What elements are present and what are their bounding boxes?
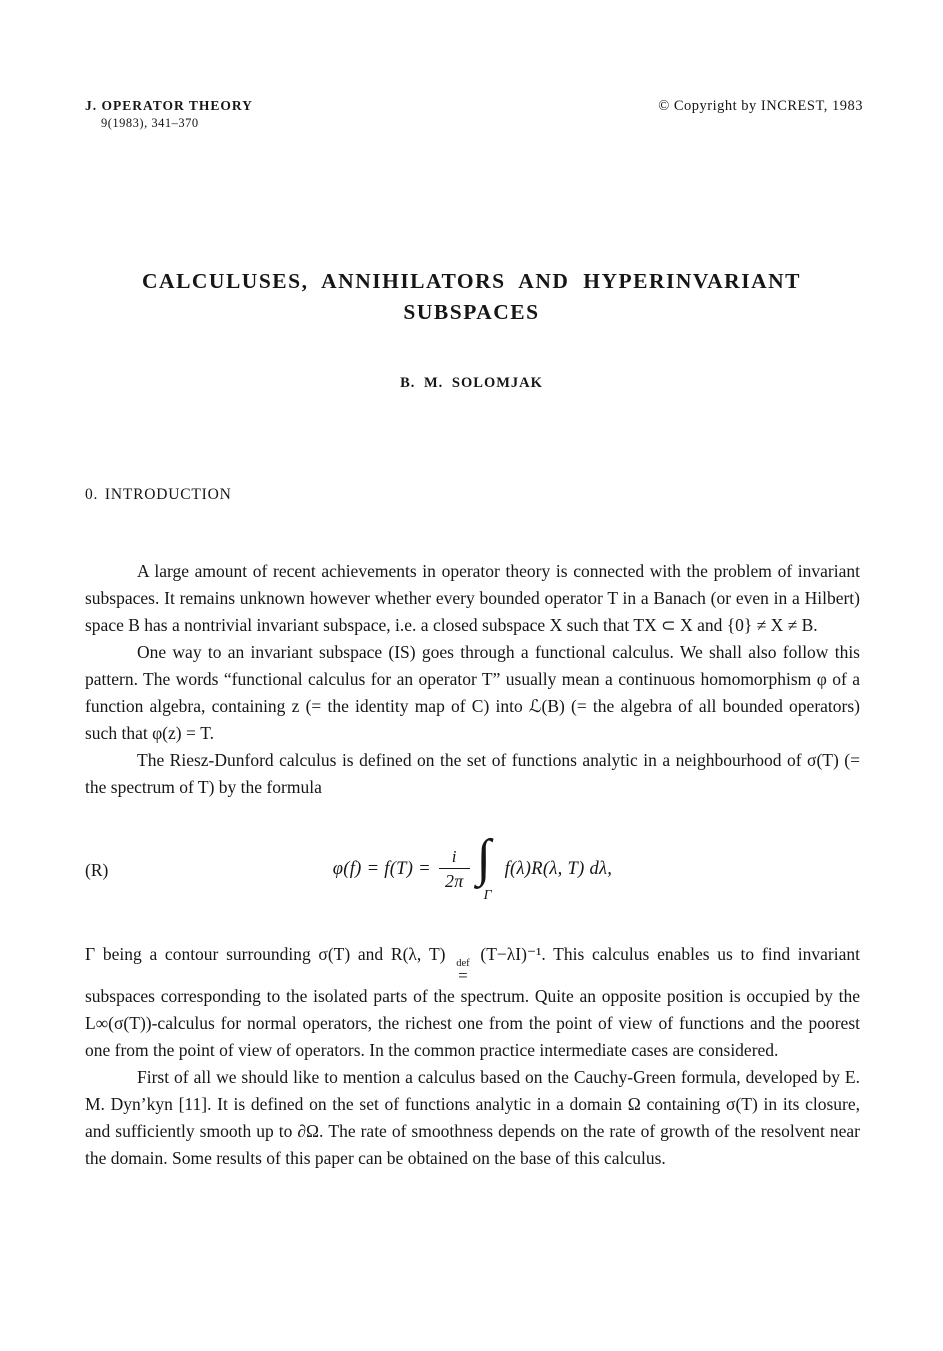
def-label: def [456, 958, 470, 969]
formula-body [332, 830, 613, 903]
copyright-notice: © Copyright by INCREST, 1983 [658, 98, 863, 114]
paragraph-4-text-after: (T−λI)⁻¹. This calculus enables us to find invariant subspaces corresponding to the isolated parts of the spectrum. Quite an opposite position is occupied by the L∞(σ(T))-calculus for normal operators, the richest one from the point of view of functions and the poorest one from the point of view of operators. In the common practice intermediate cases are considered. [85, 944, 860, 1060]
author-name: B. M. SOLOMJAK [400, 375, 543, 391]
intro-paragraph-4 [85, 941, 860, 1064]
paragraph-4-text-before: Γ being a contour surrounding σ(T) and R(λ, T) [85, 944, 454, 964]
equals-sign: = [458, 966, 468, 985]
fraction-denominator: 2π [439, 868, 470, 890]
journal-issue: 9(1983), 341–370 [101, 116, 199, 130]
body-column [85, 481, 860, 1172]
paper-title-line-2: SUBSPACES [403, 300, 540, 324]
def-equals [456, 959, 469, 983]
title-block [0, 266, 943, 392]
paper-title-line-1: CALCULUSES, ANNIHILATORS AND HYPERINVARIANT [142, 269, 801, 293]
integral-contour-limit: Γ [483, 888, 492, 903]
intro-paragraph-1: A large amount of recent achievements in operator theory is connected with the problem of invariant subspaces. It remains unknown however whether every bounded operator T in a Banach (or even in a Hilbert) space B has a nontrivial invariant subspace, i.e. a closed subspace X such that TX ⊂ X and {0} ≠ X ≠ B. [85, 561, 860, 635]
journal-identification [85, 98, 253, 131]
journal-header [85, 98, 863, 131]
formula-label: (R) [85, 860, 109, 880]
fraction [439, 848, 470, 890]
journal-name: J. OPERATOR THEORY [85, 98, 253, 113]
formula-integrand: f(λ)R(λ, T) dλ, [504, 858, 613, 879]
intro-paragraph-5: First of all we should like to mention a calculus based on the Cauchy-Green formula, developed by E. M. Dyn’kyn [11]. It is defined on the set of functions analytic in a domain Ω containing σ(T) in its closure, and sufficiently smooth up to ∂Ω. The rate of smoothness depends on the rate of growth of the resolvent near the domain. Some results of this paper can be obtained on the base of this calculus. [85, 1067, 860, 1168]
fraction-numerator: i [451, 847, 457, 866]
display-formula [85, 831, 860, 907]
integral [476, 830, 503, 903]
intro-paragraph-2: One way to an invariant subspace (IS) goes through a functional calculus. We shall also follow this pattern. The words “functional calculus for an operator T” usually mean a continuous homomorphism φ of a function algebra, containing z (= the identity map of C) into ℒ(B) (= the algebra of all bounded operators) such that φ(z) = T. [85, 642, 860, 743]
formula-lhs: φ(f) = f(T) = [332, 858, 431, 879]
intro-paragraph-3: The Riesz-Dunford calculus is defined on the set of functions analytic in a neighbourhood of σ(T) (= the spectrum of T) by the formula [85, 750, 860, 797]
integral-sign: ∫ [476, 830, 492, 887]
section-heading: 0. INTRODUCTION [85, 486, 232, 503]
